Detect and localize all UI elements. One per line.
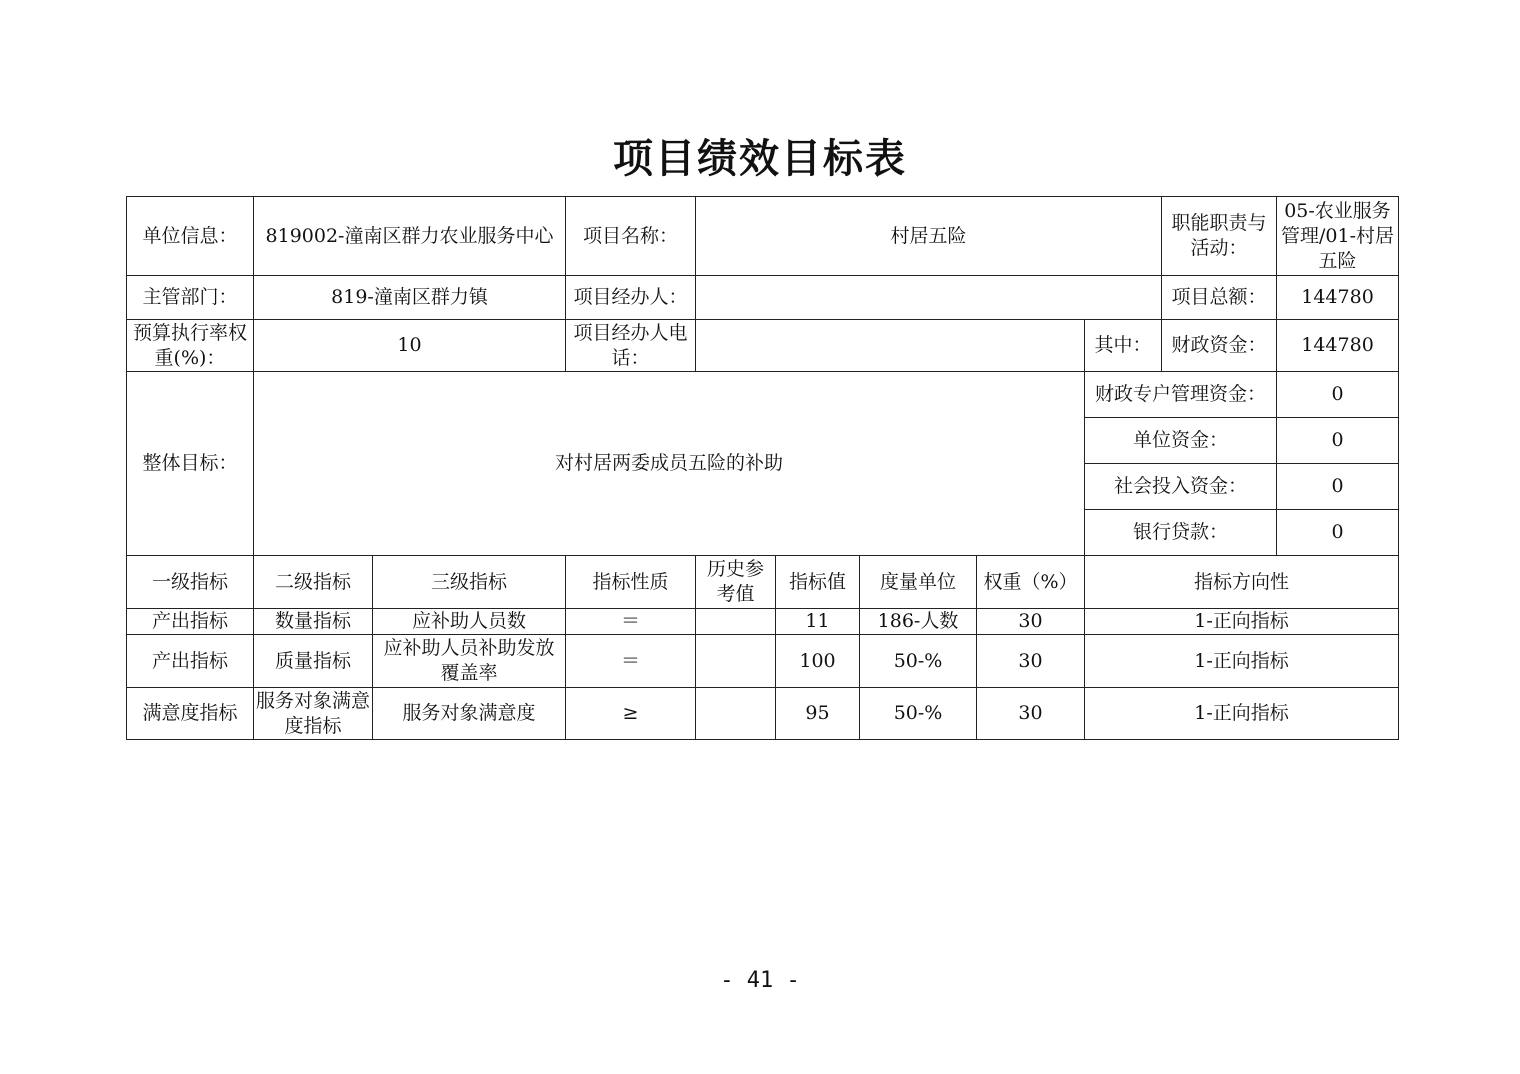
header-level2: 二级指标 [254,556,373,609]
page-number: - 41 - [720,968,800,993]
unit-label: 单位信息： [127,197,254,276]
goal-row-1 [127,372,1399,418]
indicator-direction: 1-正向指标 [1085,609,1399,635]
special-fund-label: 财政专户管理资金： [1085,372,1277,418]
indicator-level2: 服务对象满意度指标 [254,688,373,740]
total-value: 144780 [1277,276,1399,320]
function-value: 05-农业服务管理/01-村居五险 [1277,197,1399,276]
indicator-value: 100 [776,635,860,688]
indicator-weight: 30 [977,635,1085,688]
dept-label: 主管部门： [127,276,254,320]
header-value: 指标值 [776,556,860,609]
info-row-budget [127,320,1399,372]
indicator-direction: 1-正向指标 [1085,635,1399,688]
indicator-level3: 服务对象满意度 [373,688,566,740]
indicator-direction: 1-正向指标 [1085,688,1399,740]
indicator-level3: 应补助人员补助发放覆盖率 [373,635,566,688]
header-direction: 指标方向性 [1085,556,1399,609]
unit-fund-label: 单位资金： [1085,418,1277,464]
indicator-history [696,609,776,635]
total-label: 项目总额： [1162,276,1277,320]
indicator-history [696,688,776,740]
header-weight: 权重（%） [977,556,1085,609]
indicator-value: 11 [776,609,860,635]
indicator-row [127,609,1399,635]
manager-value [696,276,1162,320]
indicator-level3: 应补助人员数 [373,609,566,635]
header-nature: 指标性质 [566,556,696,609]
header-level1: 一级指标 [127,556,254,609]
social-fund-label: 社会投入资金： [1085,464,1277,510]
dept-value: 819-潼南区群力镇 [254,276,566,320]
header-history: 历史参考值 [696,556,776,609]
project-name-label: 项目名称： [566,197,696,276]
indicator-level1: 产出指标 [127,635,254,688]
phone-label: 项目经办人电话： [566,320,696,372]
indicator-weight: 30 [977,688,1085,740]
info-row-dept [127,276,1399,320]
fiscal-label: 财政资金： [1162,320,1277,372]
unit-fund-value: 0 [1277,418,1399,464]
indicator-unit: 50-% [860,688,977,740]
indicator-level1: 满意度指标 [127,688,254,740]
indicator-level1: 产出指标 [127,609,254,635]
fiscal-value: 144780 [1277,320,1399,372]
page-title: 项目绩效目标表 [613,135,907,182]
goal-label: 整体目标： [127,372,254,556]
goal-value: 对村居两委成员五险的补助 [254,372,1085,556]
indicator-unit: 186-人数 [860,609,977,635]
indicator-weight: 30 [977,609,1085,635]
manager-label: 项目经办人： [566,276,696,320]
indicator-history [696,635,776,688]
social-fund-value: 0 [1277,464,1399,510]
unit-value: 819002-潼南区群力农业服务中心 [254,197,566,276]
among-label: 其中： [1085,320,1162,372]
function-label: 职能职责与活动： [1162,197,1277,276]
indicator-level2: 质量指标 [254,635,373,688]
indicator-nature: ＝ [566,609,696,635]
header-unit: 度量单位 [860,556,977,609]
indicator-level2: 数量指标 [254,609,373,635]
indicator-header-row [127,556,1399,609]
indicator-row [127,688,1399,740]
budget-rate-label: 预算执行率权重(%)： [127,320,254,372]
budget-rate-value: 10 [254,320,566,372]
indicator-nature: ≥ [566,688,696,740]
project-name-value: 村居五险 [696,197,1162,276]
header-level3: 三级指标 [373,556,566,609]
indicator-row [127,635,1399,688]
phone-value [696,320,1085,372]
info-row-unit [127,197,1399,276]
special-fund-value: 0 [1277,372,1399,418]
indicator-unit: 50-% [860,635,977,688]
indicator-nature: ＝ [566,635,696,688]
bank-loan-label: 银行贷款： [1085,510,1277,556]
performance-target-table [126,196,1399,740]
indicator-value: 95 [776,688,860,740]
bank-loan-value: 0 [1277,510,1399,556]
